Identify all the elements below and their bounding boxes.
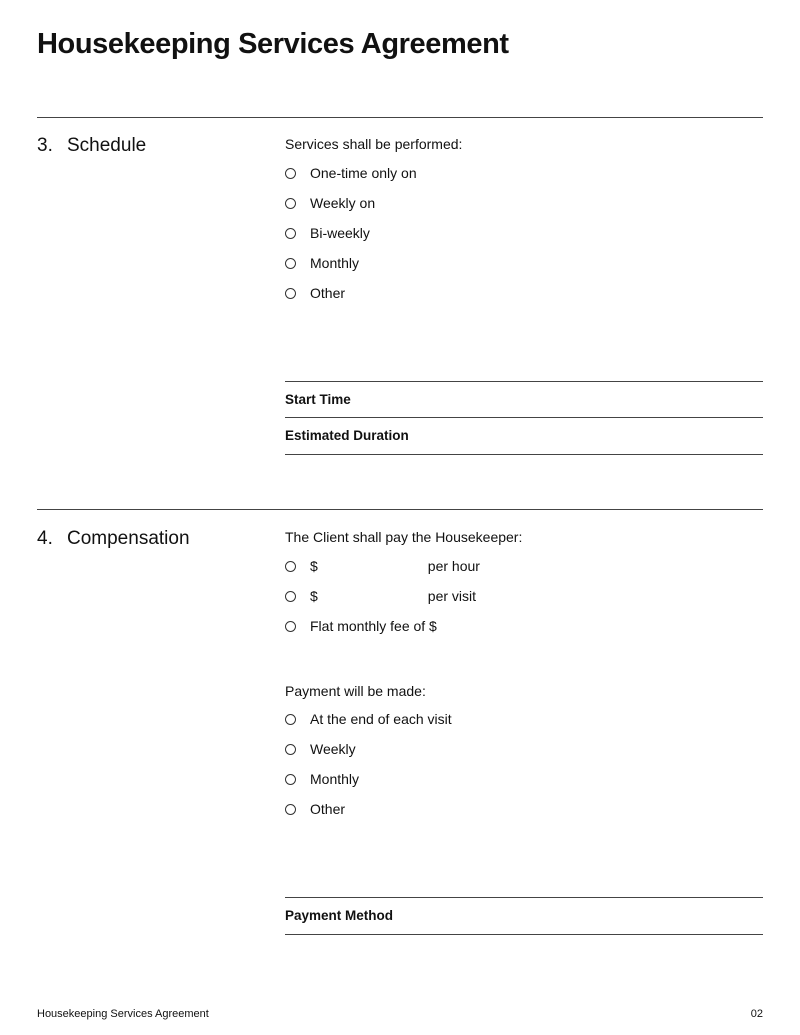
radio-button[interactable] (285, 714, 296, 725)
field-line (285, 897, 763, 898)
field-line (285, 417, 763, 418)
rate-unit: per visit (427, 588, 477, 604)
option-label: Weekly on (310, 195, 376, 211)
payment-prompt: Payment will be made: (285, 683, 426, 699)
section-heading-schedule (37, 135, 146, 157)
footer-title: Housekeeping Services Agreement (37, 1008, 209, 1020)
section-number: 4. (37, 528, 53, 549)
section-title: Schedule (67, 135, 147, 156)
option-label: At the end of each visit (310, 711, 452, 727)
start-time-field[interactable]: Start Time (285, 392, 351, 407)
option-label: Weekly (310, 741, 356, 757)
payment-option-other[interactable] (285, 800, 345, 818)
option-label: Other (310, 285, 346, 301)
option-label: Bi-weekly (310, 225, 370, 241)
radio-button[interactable] (285, 591, 296, 602)
payment-option-end-of-visit[interactable] (285, 710, 452, 728)
rate-option-per-hour[interactable] (285, 557, 480, 575)
radio-button[interactable] (285, 258, 296, 269)
section-number: 3. (37, 135, 53, 156)
divider (37, 509, 763, 510)
estimated-duration-field[interactable]: Estimated Duration (285, 428, 409, 443)
option-label: Flat monthly fee of $ (310, 618, 437, 634)
radio-button[interactable] (285, 228, 296, 239)
section-title: Compensation (67, 528, 190, 549)
payment-option-weekly[interactable] (285, 740, 356, 758)
schedule-option-monthly[interactable] (285, 254, 359, 272)
rate-unit: per hour (427, 558, 480, 574)
schedule-prompt: Services shall be performed: (285, 136, 463, 152)
radio-button[interactable] (285, 561, 296, 572)
page-title: Housekeeping Services Agreement (37, 28, 509, 60)
option-label: Monthly (310, 771, 360, 787)
currency-symbol: $ (310, 588, 318, 604)
rate-option-flat-monthly[interactable] (285, 617, 437, 635)
radio-button[interactable] (285, 198, 296, 209)
radio-button[interactable] (285, 774, 296, 785)
payment-method-field[interactable]: Payment Method (285, 908, 394, 923)
option-label: Monthly (310, 255, 360, 271)
option-label: One-time only on (310, 165, 417, 181)
radio-button[interactable] (285, 288, 296, 299)
field-line (285, 934, 763, 935)
schedule-option-weekly[interactable] (285, 194, 375, 212)
radio-button[interactable] (285, 168, 296, 179)
radio-button[interactable] (285, 621, 296, 632)
radio-button[interactable] (285, 744, 296, 755)
radio-button[interactable] (285, 804, 296, 815)
rate-option-per-visit[interactable] (285, 587, 476, 605)
section-heading-compensation (37, 528, 190, 550)
schedule-option-other[interactable] (285, 284, 345, 302)
payment-option-monthly[interactable] (285, 770, 359, 788)
schedule-option-bi-weekly[interactable] (285, 224, 370, 242)
currency-symbol: $ (310, 558, 318, 574)
divider (37, 117, 763, 118)
field-line (285, 454, 763, 455)
option-label: Other (310, 801, 346, 817)
field-line (285, 381, 763, 382)
page-number: 02 (750, 1008, 763, 1020)
compensation-prompt: The Client shall pay the Housekeeper: (285, 529, 523, 545)
schedule-option-one-time[interactable] (285, 164, 417, 182)
